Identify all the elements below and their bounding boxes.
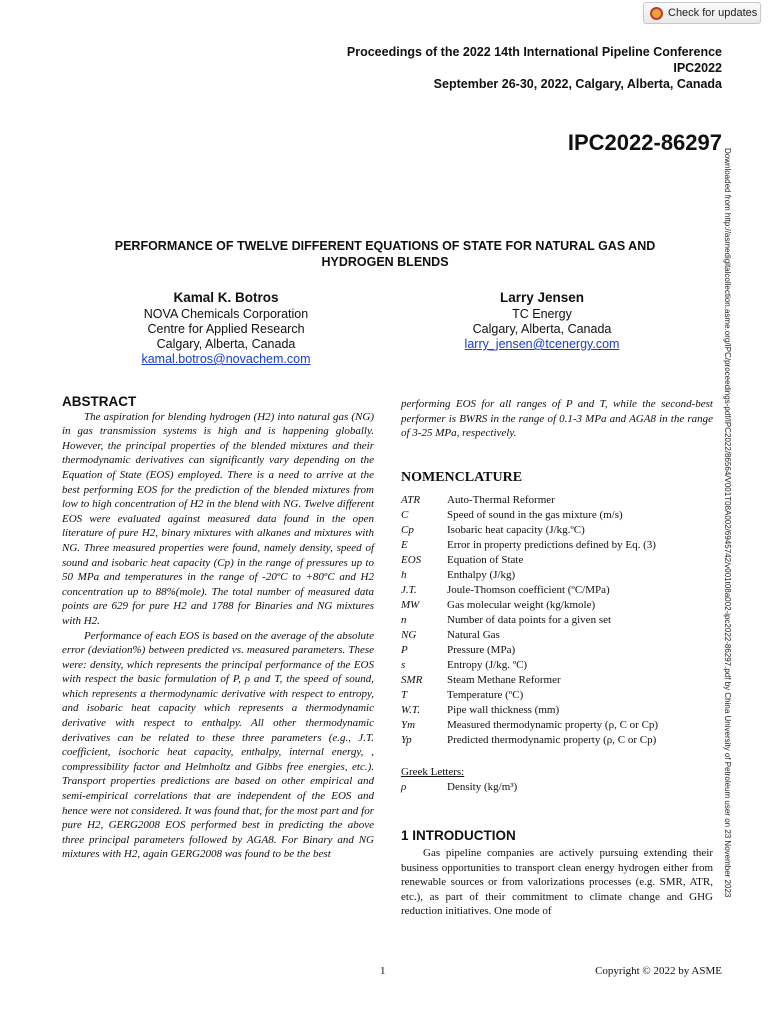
nomenclature-abbr: n: [401, 614, 407, 626]
list-item: [401, 568, 721, 583]
nomenclature-desc: Gas molecular weight (kg/kmole): [447, 599, 596, 611]
nomenclature-desc: Error in property predictions defined by Eq. (3): [447, 539, 656, 551]
list-item: [401, 658, 721, 673]
crossmark-icon: [650, 7, 663, 20]
list-item: [401, 553, 721, 568]
paper-id: IPC2022-86297: [567, 130, 722, 155]
list-item: [401, 733, 721, 748]
introduction-heading: 1 INTRODUCTION: [401, 828, 516, 843]
nomenclature-abbr: EOS: [401, 554, 422, 566]
nomenclature-abbr: Cp: [401, 524, 414, 536]
nomenclature-heading: NOMENCLATURE: [401, 470, 523, 485]
nomenclature-desc: Natural Gas: [447, 629, 500, 641]
nomenclature-abbr: C: [401, 509, 409, 521]
nomenclature-desc: Speed of sound in the gas mixture (m/s): [447, 509, 623, 521]
nomenclature-abbr: T: [401, 689, 408, 701]
author-block-1: [96, 290, 356, 367]
author-email-link[interactable]: kamal.botros@novachem.com: [141, 352, 311, 366]
abstract-section: [62, 395, 374, 862]
nomenclature-desc: Steam Methane Reformer: [447, 674, 561, 686]
nomenclature-desc: Enthalpy (J/kg): [447, 569, 516, 581]
nomenclature-desc: Predicted thermodynamic property (ρ, C or Cp): [447, 734, 657, 746]
author-org: NOVA Chemicals Corporation: [143, 307, 309, 321]
list-item: [401, 508, 721, 523]
nomenclature-abbr: h: [401, 569, 407, 581]
check-for-updates-button[interactable]: [643, 2, 761, 24]
nomenclature-desc: Entropy (J/kg. ºC): [447, 659, 528, 671]
nomenclature-abbr: P: [401, 644, 408, 656]
nomenclature-abbr: s: [401, 659, 406, 671]
paper-title: PERFORMANCE OF TWELVE DIFFERENT EQUATIONS OF STATE FOR NATURAL GAS AND HYDROGEN BLENDS: [114, 239, 656, 269]
author-dept: Centre for Applied Research: [147, 322, 305, 336]
nomenclature-abbr: W.T.: [401, 704, 420, 716]
greek-letters-section: [401, 765, 721, 795]
list-item: [401, 703, 721, 718]
list-item: [401, 780, 721, 795]
nomenclature-desc: Measured thermodynamic property (ρ, C or Cp): [447, 719, 659, 731]
abstract-heading: ABSTRACT: [62, 394, 137, 409]
list-item: [401, 598, 721, 613]
nomenclature-desc: Pipe wall thickness (mm): [447, 704, 560, 716]
nomenclature-desc: Isobaric heat capacity (J/kg.ºC): [447, 524, 585, 536]
abstract-paragraph-1: The aspiration for blending hydrogen (H2) into natural gas (NG) in gas transmission systems is high and is happening globally. However, the principal properties of the blended mixtures and their thermodynamic derivatives can significantly vary depending on the Equation of State (EOS) employed. There is a need to arrive at the best performing EOS for the prediction of the blended mixtures from low to high concentration of H2 in the blend with NG. Twelve different EOS were evaluated against measured data found in the open literature of pure H2, binary mixtures with alkanes and mixtures with NG. Three measured properties were found, namely density, speed of sound and isobaric heat capacity (Cp) in the range of pressures up to 50 MPa and temperatures in the range of -20ºC to +80ºC and H2 concentration up to 88%(mole). The total number of measured data points are 629 for pure H2 and 1788 for Binaries and NG mixtures with H2.: [62, 410, 374, 627]
nomenclature-abbr: MW: [401, 599, 420, 611]
nomenclature-desc: Temperature (ºC): [447, 689, 524, 701]
download-note: Downloaded from http://asmedigitalcollection.asme.org/IPC/proceedings-pdf/IPC2022/86564/V001T08A002/6945742/v001t08a002-ipc2022-86297.pdf by China University of Petroleum user on 23 November 2023: [723, 148, 732, 898]
author-location: Calgary, Alberta, Canada: [472, 322, 612, 336]
conference-line-1: Proceedings of the 2022 14th International Pipeline Conference: [346, 45, 722, 59]
list-item: [401, 538, 721, 553]
nomenclature-desc: Number of data points for a given set: [447, 614, 612, 626]
nomenclature-abbr: Ym: [401, 719, 416, 731]
list-item: [401, 628, 721, 643]
introduction-paragraph-1: Gas pipeline companies are actively pursuing extending their business opportunities to transport clean energy hydrogen either from renewable sources or from valorizations processes (e.g. SMR, ATR, etc.), as part of their commitment to climate change and GHG reduction initiatives. One mode of: [401, 847, 713, 918]
list-item: [401, 688, 721, 703]
list-item: [401, 493, 721, 508]
greek-letters-heading: Greek Letters:: [401, 766, 465, 778]
conference-header: [202, 44, 722, 92]
nomenclature-abbr: ρ: [401, 781, 407, 793]
nomenclature-desc: Auto-Thermal Reformer: [447, 494, 555, 506]
list-item: [401, 673, 721, 688]
list-item: [401, 523, 721, 538]
nomenclature-abbr: Yp: [401, 734, 412, 746]
conference-line-2: IPC2022: [673, 61, 722, 75]
list-item: [401, 643, 721, 658]
conference-line-3: September 26-30, 2022, Calgary, Alberta, Canada: [433, 77, 722, 91]
nomenclature-desc: Joule-Thomson coefficient (ºC/MPa): [447, 584, 610, 596]
author-email-link[interactable]: larry_jensen@tcenergy.com: [464, 337, 620, 351]
copyright-notice: Copyright © 2022 by ASME: [595, 965, 722, 977]
author-location: Calgary, Alberta, Canada: [156, 337, 296, 351]
list-item: [401, 583, 721, 598]
page-number: 1: [380, 965, 386, 977]
abstract-paragraph-3: performing EOS for all ranges of P and T, while the second-best performer is BWRS in the range of 0.1-3 MPa and AGA8 in the range of 3-25 MPa, respectively.: [401, 398, 713, 440]
check-for-updates-label: Check for updates: [668, 7, 758, 19]
nomenclature-desc: Equation of State: [447, 554, 524, 566]
author-name: Larry Jensen: [499, 290, 585, 305]
author-name: Kamal K. Botros: [173, 290, 279, 305]
author-block-2: [412, 290, 672, 352]
nomenclature-abbr: J.T.: [401, 584, 417, 596]
list-item: [401, 718, 721, 733]
nomenclature-desc: Density (kg/m³): [447, 781, 518, 793]
list-item: [401, 613, 721, 628]
nomenclature-abbr: E: [401, 539, 408, 551]
abstract-paragraph-2: Performance of each EOS is based on the average of the absolute error (deviation%) between predicted vs. measured parameters. These were: density, which represents the principal performance of the EOS with respect the basic formulation of P, ρ and T, the speed of sound, which represents a thermodynamic derivative with respect to entropy, and isobaric heat capacity which represents a thermodynamic derivative with respect to enthalpy. All other thermodynamic derivatives can be related to these three parameters (e.g., J.T. coefficient, isochoric heat capacity, enthalpy, internal energy, , compressibility factor and Helmholtz and Gibbs free energies, etc.). Transport properties predictions are based on other empirical and semi-empirical correlations that are independent of the EOS and hence were not considered. It was found that, for the most part and for pure H2, GERG2008 EOS performed best in predicting the above three principal parameters followed by AGA8. For Binary and NG mixtures with H2, again GERG2008 was found to be the best: [62, 629, 374, 861]
nomenclature-abbr: NG: [401, 629, 417, 641]
nomenclature-desc: Pressure (MPa): [447, 644, 516, 656]
nomenclature-list: [401, 493, 721, 748]
nomenclature-abbr: ATR: [401, 494, 421, 506]
author-org: TC Energy: [512, 307, 572, 321]
nomenclature-abbr: SMR: [401, 674, 423, 686]
